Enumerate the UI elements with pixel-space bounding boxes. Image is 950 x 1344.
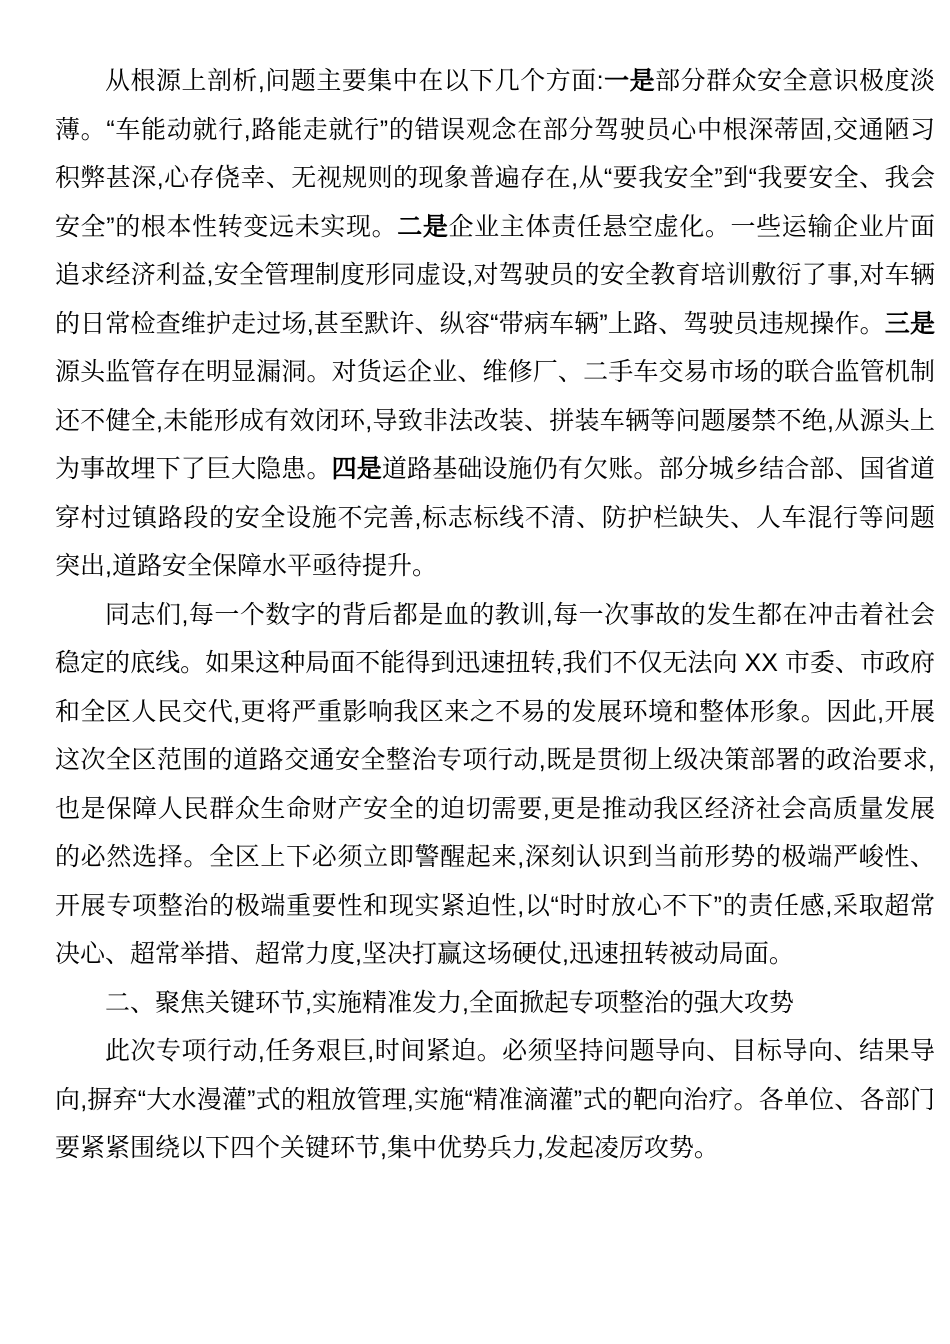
text-run: 道路基础设施仍有欠账。部分城乡结合部、国省道穿村过镇路段的安全设施不完善,标志标线不清、防护栏缺失、人车混行等问题突出,道路安全保障水平亟待提升。 [55, 455, 935, 580]
text-run: 部分群众安全意识极度淡薄。“车能动就行,路能走就行”的错误观念在部分驾驶员心中根深蒂固,交通陋习积弊甚深,心存侥幸、无视规则的现象普遍存在,从“要我安全”到“我要安全、我会安全”的根本性转变远未实现。 [55, 67, 935, 241]
text-run: 企业主体责任悬空虚化。一些运输企业片面追求经济利益,安全管理制度形同虚设,对驾驶员的安全教育培训敷衍了事,对车辆的日常检查维护走过场,甚至默许、纵容“带病车辆”上路、驾驶员违规操作。 [55, 212, 935, 338]
text-run: 源头监管存在明显漏洞。对货运企业、维修厂、二手车交易市场的联合监管机制还不健全,未能形成有效闭环,导致非法改装、拼装车辆等问题屡禁不绝,从源头上为事故埋下了巨大隐患。 [55, 358, 935, 483]
bold-marker-third: 三是 [884, 309, 935, 338]
section-heading-2 [55, 979, 935, 1028]
bold-marker-first: 一是 [603, 67, 656, 95]
text-run: 此次专项行动,任务艰巨,时间紧迫。必须坚持问题导向、目标导向、结果导向,摒弃“大水漫灌”式的粗放管理,实施“精准滴灌”式的靶向治疗。各单位、各部门要紧紧围绕以下四个关键环节,集中优势兵力,发起凌厉攻势。 [55, 1037, 935, 1162]
bold-marker-second: 二是 [397, 212, 449, 241]
paragraph-problem-analysis [55, 57, 935, 591]
paragraph-comrades-warning [55, 591, 935, 979]
bold-marker-fourth: 四是 [331, 455, 382, 483]
text-run: 同志们,每一个数字的背后都是血的教训,每一次事故的发生都在冲击着社会稳定的底线。如果这种局面不能得到迅速扭转,我们不仅无法向 XX 市委、市政府和全区人民交代,更将严重影响我区来之不易的发展环境和整体形象。因此,开展这次全区范围的道路交通安全整治专项行动,既是贯彻上级决策部署的政治要求,也是保障人民群众生命财产安全的迫切需要,更是推动我区经济社会高质量发展的必然选择。全区上下必须立即警醒起来,深刻认识到当前形势的极端严峻性、开展专项整治的极端重要性和现实紧迫性,以“时时放心不下”的责任感,采取超常决心、超常举措、超常力度,坚决打赢这场硬仗,迅速扭转被动局面。 [55, 600, 935, 968]
text-run: 从根源上剖析,问题主要集中在以下几个方面: [105, 67, 604, 95]
heading-text: 二、聚焦关键环节,实施精准发力,全面掀起专项整治的强大攻势 [105, 988, 794, 1017]
paragraph-action-requirements [55, 1027, 935, 1173]
